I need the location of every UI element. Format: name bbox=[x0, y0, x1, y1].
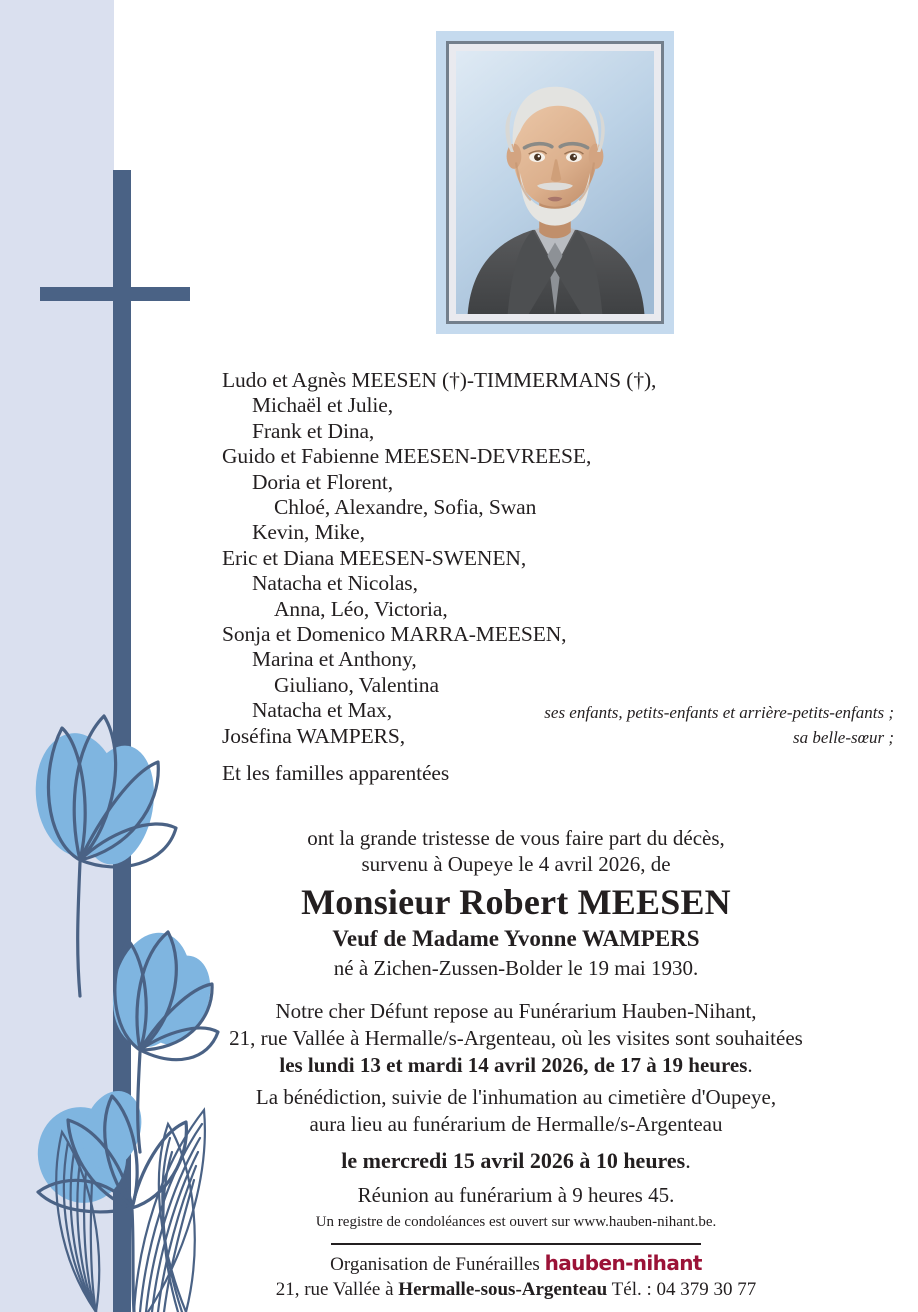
footer-address bbox=[114, 1277, 918, 1302]
intro-line-2: survenu à Oupeye le 4 avril 2026, de bbox=[361, 851, 671, 876]
spouse-line: Veuf de Madame Yvonne WAMPERS bbox=[332, 926, 700, 951]
relation-note-sister-in-law: sa belle-sœur ; bbox=[792, 728, 894, 748]
family-line: Michaël et Julie, bbox=[252, 393, 393, 418]
family-line: Eric et Diana MEESEN-SWENEN, bbox=[222, 545, 527, 570]
family-list bbox=[222, 368, 902, 787]
visits-dates: les lundi 13 et mardi 14 avril 2026, de 17 à 19 heures bbox=[279, 1053, 748, 1077]
ceremony-block bbox=[114, 1084, 918, 1138]
ceremony-line-1: La bénédiction, suivie de l'inhumation au cimetière d'Oupeye, bbox=[255, 1085, 777, 1109]
footer-address-city: Hermalle-sous-Argenteau bbox=[398, 1279, 608, 1300]
footer-organisation bbox=[114, 1251, 918, 1277]
deceased-name-block bbox=[114, 880, 918, 982]
sister-in-law-name: Joséfina WAMPERS, bbox=[222, 723, 406, 748]
family-line: Anna, Léo, Victoria, bbox=[274, 596, 448, 621]
family-line: Marina et Anthony, bbox=[252, 647, 417, 672]
gathering-block bbox=[114, 1182, 918, 1209]
family-line: Ludo et Agnès MEESEN (†)-TIMMERMANS (†), bbox=[222, 368, 657, 392]
family-line: Kevin, Mike, bbox=[252, 520, 365, 545]
family-line: Giuliano, Valentina bbox=[274, 672, 439, 697]
intro-line-1: ont la grande tristesse de vous faire part du décès, bbox=[307, 826, 725, 850]
family-line: Chloé, Alexandre, Sofia, Swan bbox=[274, 495, 537, 520]
family-line: Guido et Fabienne MEESEN-DEVREESE, bbox=[222, 444, 592, 469]
footer bbox=[114, 1243, 918, 1302]
family-line: Sonja et Domenico MARRA-MEESEN, bbox=[222, 622, 567, 647]
condolences-block bbox=[114, 1212, 918, 1232]
hauben-nihant-logo: hauben-nihant bbox=[544, 1251, 702, 1275]
spacer bbox=[222, 749, 902, 761]
sister-in-law-row bbox=[222, 724, 902, 749]
related-families-line: Et les familles apparentées bbox=[222, 761, 450, 786]
visits-line-2: 21, rue Vallée à Hermalle/s-Argenteau, où les visites sont souhaitées bbox=[229, 1026, 803, 1050]
family-line: Natacha et Nicolas, bbox=[252, 571, 418, 596]
footer-org-prefix: Organisation de Funérailles bbox=[330, 1254, 545, 1275]
visits-line-3 bbox=[114, 1052, 918, 1079]
visits-block bbox=[114, 998, 918, 1079]
family-line: Frank et Dina, bbox=[252, 418, 375, 443]
family-line: Natacha et Max, bbox=[252, 698, 392, 723]
visits-dates-tail: . bbox=[747, 1053, 753, 1077]
ceremony-datetime bbox=[114, 1146, 918, 1176]
ceremony-datetime-text: le mercredi 15 avril 2026 à 10 heures bbox=[341, 1148, 686, 1173]
ceremony-datetime-block bbox=[114, 1146, 918, 1176]
visits-line-1: Notre cher Défunt repose au Funérarium Hauben-Nihant, bbox=[275, 999, 757, 1023]
page-title: Monsieur Robert MEESEN bbox=[301, 882, 731, 922]
ceremony-line-2: aura lieu au funérarium de Hermalle/s-Argenteau bbox=[309, 1112, 723, 1136]
family-line: Doria et Florent, bbox=[252, 469, 394, 494]
footer-phone: Tél. : 04 379 30 77 bbox=[607, 1279, 757, 1300]
birth-line: né à Zichen-Zussen-Bolder le 19 mai 1930. bbox=[333, 956, 699, 980]
ceremony-datetime-tail: . bbox=[685, 1148, 691, 1173]
condolences-line: Un registre de condoléances est ouvert sur www.hauben-nihant.be. bbox=[315, 1214, 717, 1230]
gathering-line: Réunion au funérarium à 9 heures 45. bbox=[357, 1183, 675, 1207]
footer-address-prefix: 21, rue Vallée à bbox=[275, 1279, 399, 1300]
announcement-intro bbox=[114, 826, 918, 877]
footer-divider bbox=[331, 1243, 701, 1245]
family-relation-row bbox=[222, 698, 902, 723]
relation-note-children: ses enfants, petits-enfants et arrière-petits-enfants ; bbox=[544, 702, 894, 722]
